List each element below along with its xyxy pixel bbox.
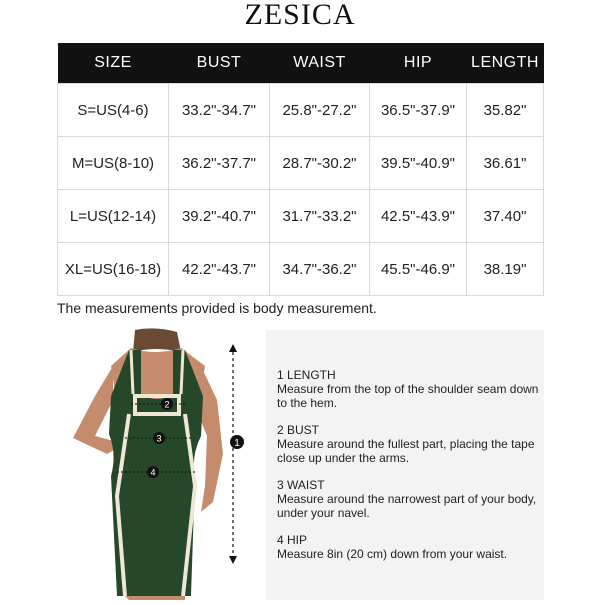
table-row [58,243,544,296]
marker-1 [230,435,244,449]
size-chart-table [57,43,544,296]
cell-size: L=US(12-14) [58,190,169,243]
table-row [58,137,544,190]
skin-legs [125,596,185,600]
dress-illustration [55,326,255,600]
cell-hip: 39.5"-40.9" [370,137,467,190]
cell-length: 38.19" [467,243,544,296]
table-row [58,84,544,137]
cell-size: M=US(8-10) [58,137,169,190]
instruction-hip [277,533,539,561]
marker-4 [147,466,159,478]
cell-bust: 36.2"-37.7" [169,137,270,190]
length-arrow-top [229,344,237,352]
cell-size: XL=US(16-18) [58,243,169,296]
instruction-title: 4 HIP [277,533,308,547]
cell-bust: 39.2"-40.7" [169,190,270,243]
marker-2 [161,398,173,410]
cell-hip: 36.5"-37.9" [370,84,467,137]
header-waist: WAIST [270,43,370,84]
header-size: SIZE [58,43,169,84]
measurement-note: The measurements provided is body measurement. [57,300,377,316]
hair-shape [133,328,181,352]
table-row [58,190,544,243]
length-arrow-bottom [229,556,237,564]
svg-text:1: 1 [234,438,240,449]
instruction-title: 2 BUST [277,423,320,437]
cell-waist: 34.7"-36.2" [270,243,370,296]
header-length: LENGTH [467,43,544,84]
marker-3 [153,432,165,444]
instruction-waist [277,478,539,520]
instruction-length [277,368,539,410]
cell-bust: 42.2"-43.7" [169,243,270,296]
instruction-desc: Measure around the narrowest part of your body, under your navel. [277,492,537,520]
measurement-instructions-panel [266,330,544,600]
cell-length: 37.40" [467,190,544,243]
cell-bust: 33.2"-34.7" [169,84,270,137]
cell-waist: 25.8"-27.2" [270,84,370,137]
table-header-row [58,43,544,84]
cell-hip: 45.5"-46.9" [370,243,467,296]
svg-text:4: 4 [150,467,156,478]
instruction-title: 1 LENGTH [277,368,336,382]
dress-trim-strap-left [131,350,133,394]
svg-text:3: 3 [156,433,162,444]
instruction-title: 3 WAIST [277,478,325,492]
cell-waist: 28.7"-30.2" [270,137,370,190]
header-bust: BUST [169,43,270,84]
instruction-desc: Measure around the fullest part, placing the tape close up under the arms. [277,437,535,465]
brand-logo: ZESICA [244,0,356,31]
model-figure [55,326,255,600]
instruction-desc: Measure 8in (20 cm) down from your waist. [277,547,508,561]
cell-length: 36.61" [467,137,544,190]
instruction-bust [277,423,539,465]
cell-size: S=US(4-6) [58,84,169,137]
cell-waist: 31.7"-33.2" [270,190,370,243]
dress-trim-strap-right [181,350,183,394]
header-hip: HIP [370,43,467,84]
cell-length: 35.82" [467,84,544,137]
svg-text:2: 2 [164,399,170,410]
instruction-desc: Measure from the top of the shoulder seam down to the hem. [277,382,539,410]
cell-hip: 42.5"-43.9" [370,190,467,243]
